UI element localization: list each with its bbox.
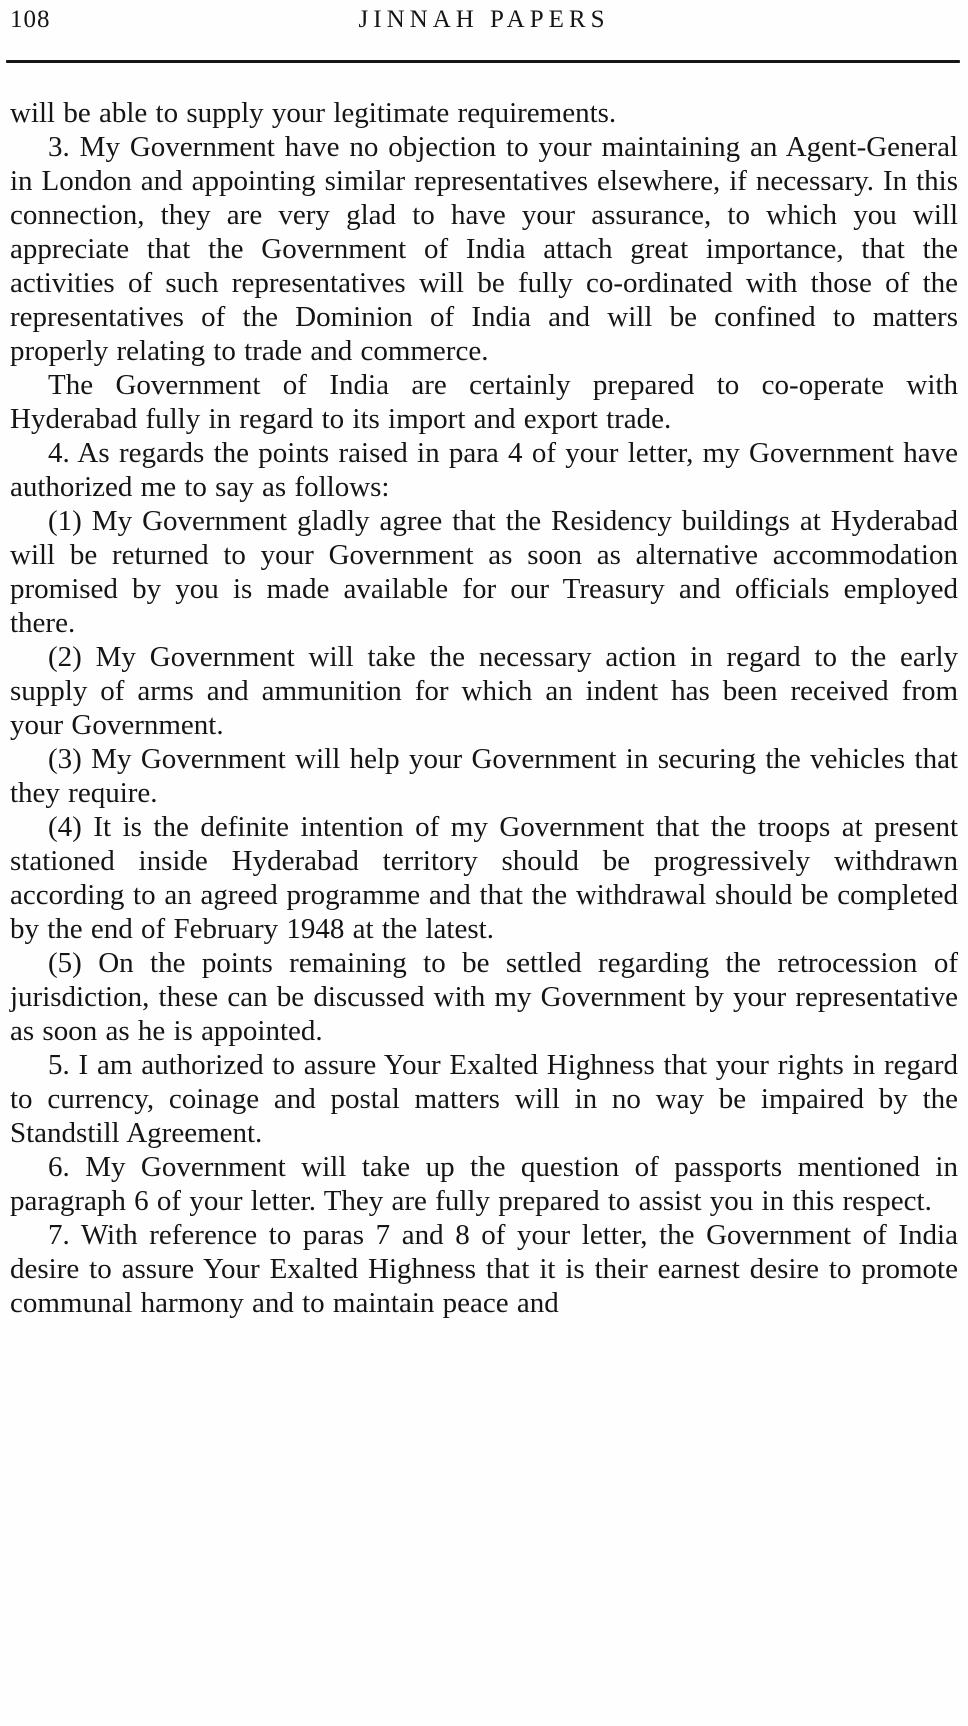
body-paragraph: (5) On the points remaining to be settled regarding the retrocession of jurisdiction, these can be discussed with my Government by your representative as soon as he is appointed. bbox=[10, 947, 958, 1047]
body-paragraph: 4. As regards the points raised in para 4 of your letter, my Government have authorized me to say as follows: bbox=[10, 437, 958, 503]
body-paragraph: 3. My Government have no objection to your maintaining an Agent-General in London and appointing similar representatives elsewhere, if necessary. In this connection, they are very glad to have your assurance, to which you will appreciate that the Government of India attach great importance, that the activities of such representatives will be fully co-ordinated with those of the representatives of the Dominion of India and will be confined to matters properly relating to trade and commerce. bbox=[10, 131, 958, 367]
body-paragraph: (2) My Government will take the necessary action in regard to the early supply of arms and ammunition for which an indent has been received from your Government. bbox=[10, 641, 958, 741]
page-number: 108 bbox=[10, 6, 51, 33]
body-paragraph: will be able to supply your legitimate requirements. bbox=[10, 97, 617, 129]
body-paragraph: (4) It is the definite intention of my Government that the troops at present stationed inside Hyderabad territory should be progressively withdrawn according to an agreed programme and that the withdrawal should be completed by the end of February 1948 at the latest. bbox=[10, 811, 958, 945]
body-paragraph: The Government of India are certainly prepared to co-operate with Hyderabad fully in regard to its import and export trade. bbox=[10, 369, 958, 435]
book-title-header: JINNAH PAPERS bbox=[358, 6, 610, 33]
body-paragraph: 7. With reference to paras 7 and 8 of your letter, the Government of India desire to assure Your Exalted Highness that it is their earnest desire to promote communal harmony and to maintain peace and bbox=[10, 1219, 958, 1319]
body-paragraph: (3) My Government will help your Government in securing the vehicles that they require. bbox=[10, 743, 958, 809]
body-paragraph: 5. I am authorized to assure Your Exalted Highness that your rights in regard to currency, coinage and postal matters will in no way be impaired by the Standstill Agreement. bbox=[10, 1049, 958, 1149]
header-rule bbox=[6, 60, 960, 63]
running-header bbox=[0, 0, 968, 48]
body-paragraph: 6. My Government will take up the question of passports mentioned in paragraph 6 of your letter. They are fully prepared to assist you in this respect. bbox=[10, 1151, 958, 1217]
body-paragraph: (1) My Government gladly agree that the Residency buildings at Hyderabad will be returned to your Government as soon as alternative accommodation promised by you is made available for our Treasury and officials employed there. bbox=[10, 505, 958, 639]
page-body bbox=[10, 96, 958, 1320]
